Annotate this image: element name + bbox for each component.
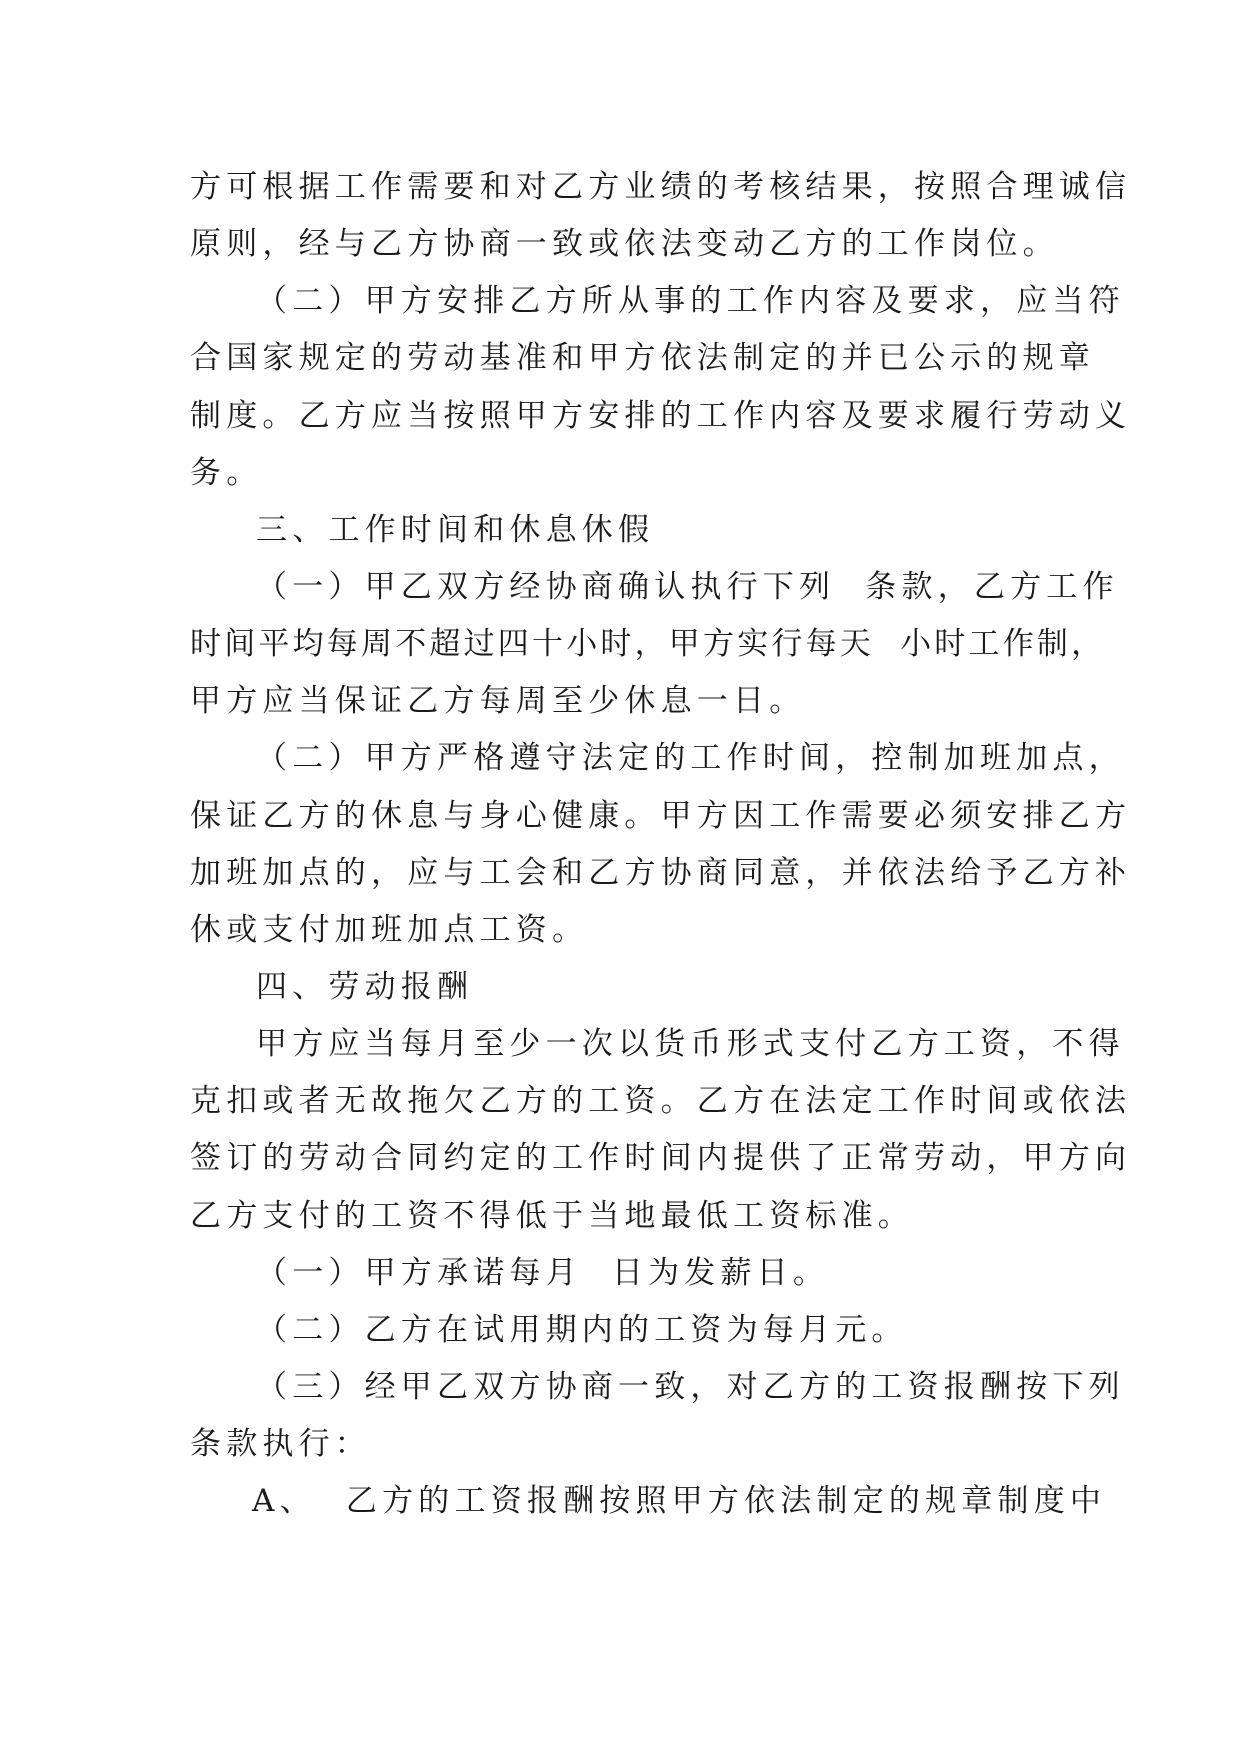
text-line: 制度。乙方应当按照甲方安排的工作内容及要求履行劳动义 [190,398,1132,434]
text-line: 务。 [190,455,263,491]
text-line: （三）经甲乙双方协商一致，对乙方的工资报酬按下列 [256,1369,1125,1405]
text-line: 方可根据工作需要和对乙方业绩的考核结果，按照合理诚信 [190,169,1132,205]
text-line: （一）甲方承诺每月 日为发薪日。 [256,1255,830,1291]
text-line: 保证乙方的休息与身心健康。甲方因工作需要必须安排乙方 [190,798,1132,834]
text-line: 休或支付加班加点工资。 [190,912,589,948]
text-line: 加班加点的，应与工会和乙方协商同意，并依法给予乙方补 [190,855,1132,891]
text-line: （一）甲乙双方经协商确认执行下列 条款，乙方工作 [256,569,1119,605]
text-line: 甲方应当保证乙方每周至少休息一日。 [190,683,806,719]
text-line: （二）甲方严格遵守法定的工作时间，控制加班加点， [256,740,1125,776]
text-line: 时间平均每周不超过四十小时，甲方实行每天 小时工作制， [190,626,1106,662]
text-line: 原则，经与乙方协商一致或依法变动乙方的工作岗位。 [190,226,1059,262]
text-line: 甲方应当每月至少一次以货币形式支付乙方工资，不得 [256,1026,1125,1062]
text-line: 条款执行： [190,1426,371,1462]
text-line: A、 乙方的工资报酬按照甲方依法制定的规章制度中 [252,1483,1107,1519]
text-line: 克扣或者无故拖欠乙方的工资。乙方在法定工作时间或依法 [190,1083,1132,1119]
text-line: 签订的劳动合同约定的工作时间内提供了正常劳动，甲方向 [190,1140,1132,1176]
section-heading: 四、劳动报酬 [256,969,474,1005]
text-line: 乙方支付的工资不得低于当地最低工资标准。 [190,1198,914,1234]
text-line: （二）乙方在试用期内的工资为每月元。 [256,1312,908,1348]
section-heading: 三、工作时间和休息休假 [256,512,655,548]
text-line: （二）甲方安排乙方所从事的工作内容及要求，应当符 [256,283,1125,319]
text-line: 合国家规定的劳动基准和甲方依法制定的并已公示的规章 [190,340,1095,376]
